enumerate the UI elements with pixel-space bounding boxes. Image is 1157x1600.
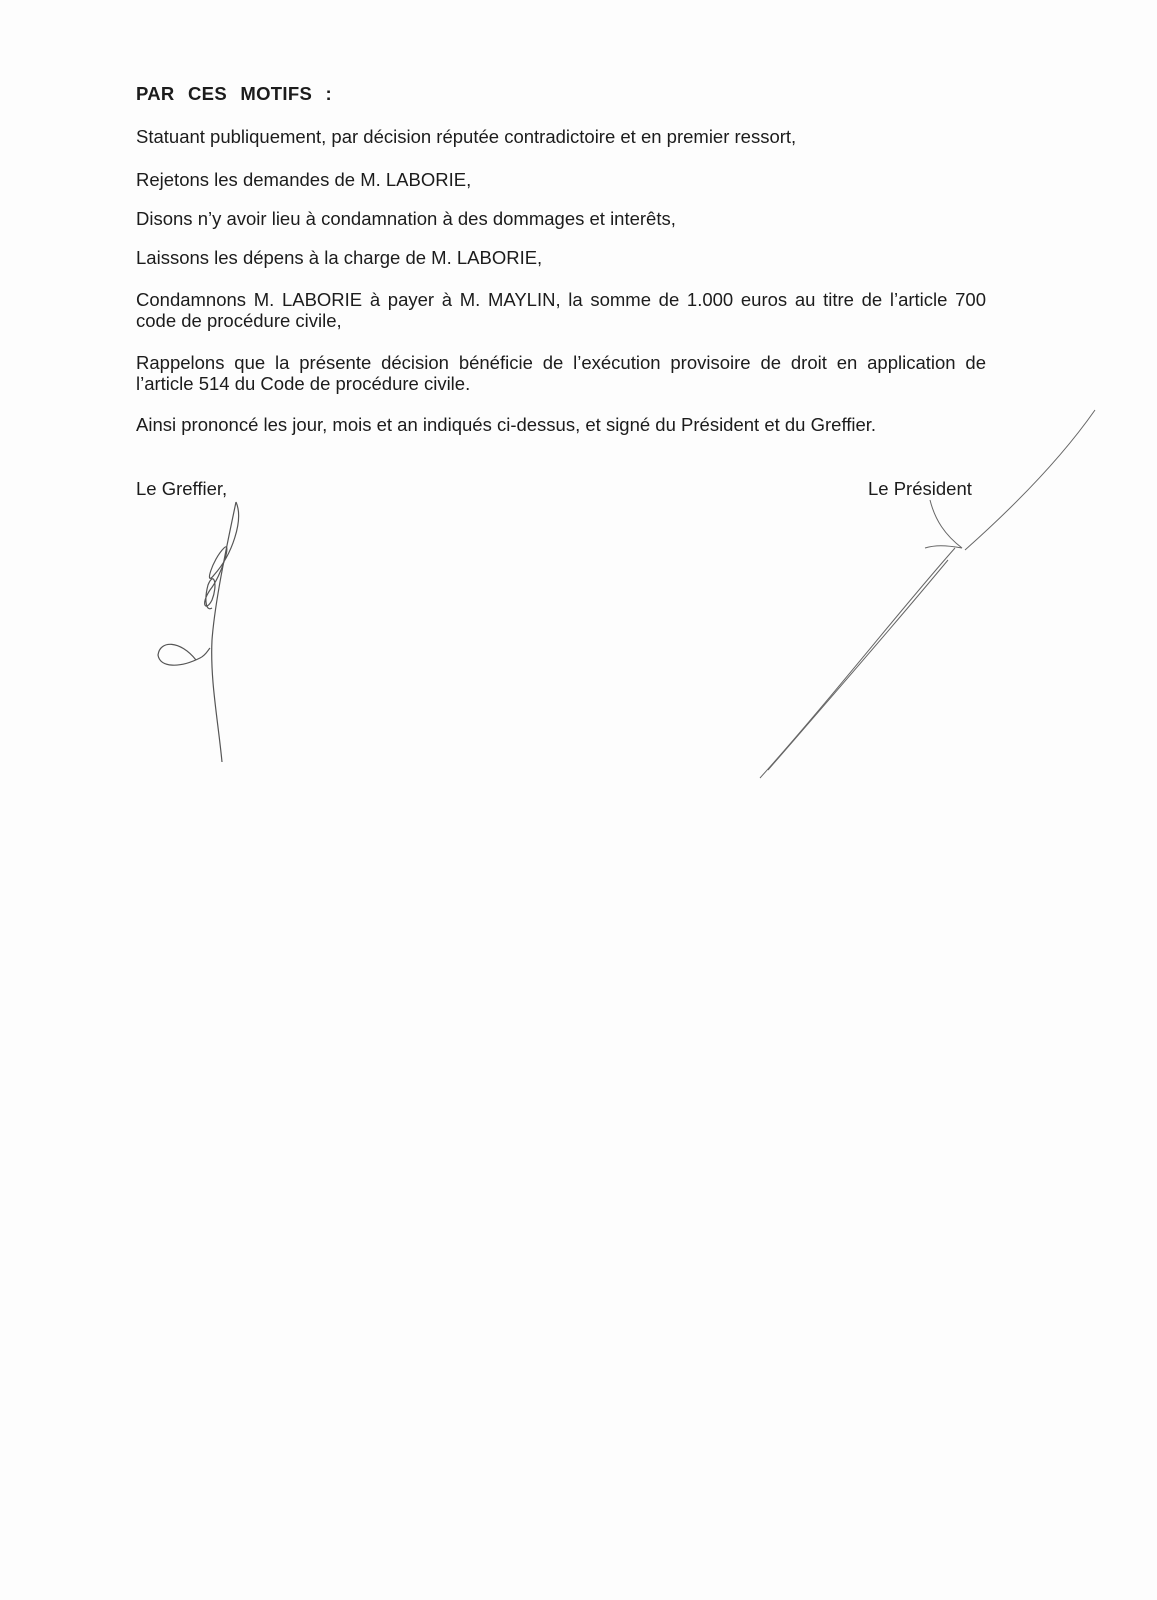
president-label: Le Président [868, 478, 972, 499]
section-heading: PAR CES MOTIFS : [136, 83, 332, 104]
paragraph-condamnons: Condamnons M. LABORIE à payer à M. MAYLIN, la somme de 1.000 euros au titre de l’article 700 code de procédure civile, [136, 289, 986, 331]
paragraph-disons: Disons n’y avoir lieu à condamnation à des dommages et interêts, [136, 208, 676, 229]
paragraph-laissons: Laissons les dépens à la charge de M. LABORIE, [136, 247, 543, 268]
paragraph-ainsi: Ainsi prononcé les jour, mois et an indiqués ci-dessus, et signé du Président et du Greffier. [136, 414, 877, 435]
greffier-label: Le Greffier, [136, 478, 228, 499]
paragraph-rejetons: Rejetons les demandes de M. LABORIE, [136, 169, 472, 190]
paragraph-rappelons: Rappelons que la présente décision bénéficie de l’exécution provisoire de droit en application de l’article 514 du Code de procédure civile. [136, 352, 986, 394]
greffier-signature [158, 502, 239, 762]
president-signature [760, 410, 1095, 778]
paragraph-statuant: Statuant publiquement, par décision réputée contradictoire et en premier ressort, [136, 126, 797, 147]
